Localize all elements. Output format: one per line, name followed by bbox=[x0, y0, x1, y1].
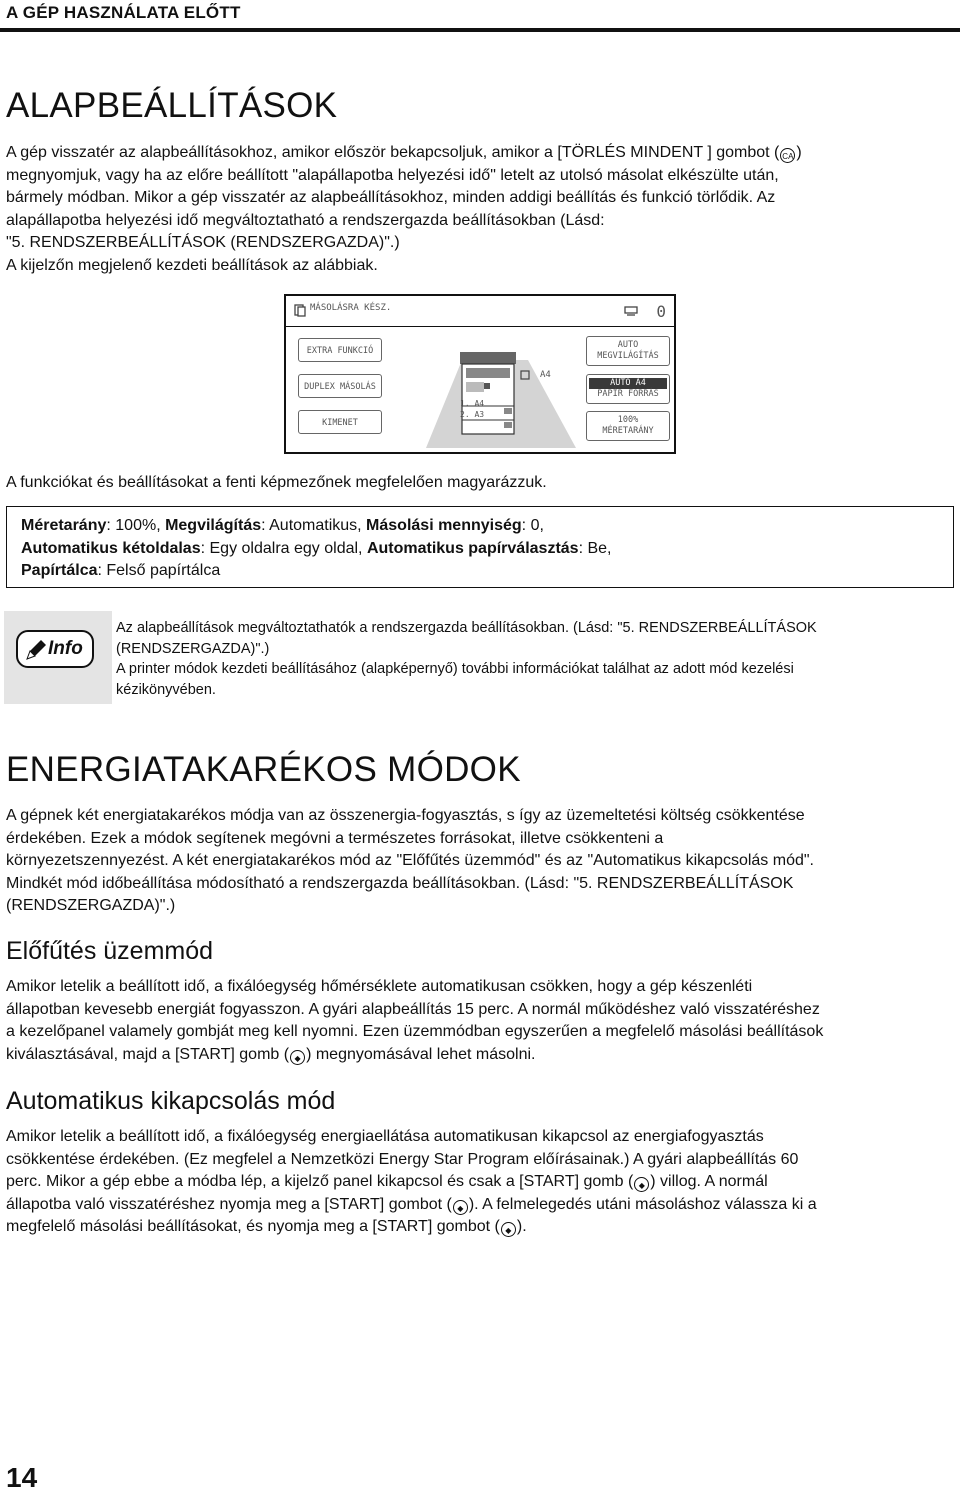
duplex-copy-button[interactable]: DUPLEX MÁSOLÁS bbox=[298, 374, 382, 398]
heading-energy-saving: ENERGIATAKARÉKOS MÓDOK bbox=[6, 750, 521, 789]
output-button[interactable]: KIMENET bbox=[298, 410, 382, 434]
exposure-label: MEGVILÁGÍTÁS bbox=[597, 351, 659, 361]
intro-paragraph: A gép visszatér az alapbeállításokhoz, amikor először bekapcsoljuk, amikor a [TÖRLÉS MINDENT ] gombot ( CA ) megnyomjuk, vagy ha az előre beállított "alapállapotba helyezési idő" letelt az utolsó másolat elkészülte után, bármely módban. Mikor a gép visszatér az alapbeállításokhoz, minden addigi beállítás és funkció törlődik. Az alapállapotba helyezési idő megváltoztatható a rendszergazda beállításokban (Lásd: "5. RENDSZERBEÁLLÍTÁSOK (RENDSZERGAZDA)".) A kijelzőn megjelenő kezdeti beállítások az alábbiak. bbox=[6, 144, 802, 274]
quantity-term: Másolási mennyiség bbox=[366, 517, 522, 534]
page-number: 14 bbox=[6, 1462, 38, 1493]
heading-auto-power-off: Automatikus kikapcsolás mód bbox=[6, 1087, 336, 1115]
copy-icon bbox=[294, 304, 306, 317]
clear-all-key-icon: CA bbox=[780, 148, 795, 163]
tray-1-label: 1. A4 bbox=[460, 399, 485, 408]
lcd-caption: A funkciókat és beállításokat a fenti képmezőnek megfelelően magyarázzuk. bbox=[6, 474, 547, 491]
tray-term: Papírtálca bbox=[21, 562, 98, 579]
start-key-icon: ◆ bbox=[501, 1222, 516, 1237]
extra-function-button[interactable]: EXTRA FUNKCIÓ bbox=[298, 338, 382, 362]
paper-source-label: PAPÍR FORRÁS bbox=[597, 389, 659, 399]
info-badge bbox=[16, 630, 94, 668]
defaults-box bbox=[6, 506, 954, 588]
auto-paper-term: Automatikus papírválasztás bbox=[366, 539, 579, 557]
heading-preheat: Előfűtés üzemmód bbox=[6, 937, 214, 965]
section-title: A GÉP HASZNÁLATA ELŐTT bbox=[6, 3, 241, 22]
ratio-button[interactable] bbox=[586, 411, 670, 441]
tray-2-label: 2. A3 bbox=[460, 410, 485, 419]
ratio-term: Méretarány bbox=[21, 517, 107, 534]
lcd-display bbox=[284, 294, 676, 454]
start-key-icon: ◆ bbox=[453, 1200, 468, 1215]
copy-count: 0 bbox=[656, 302, 666, 321]
auto-off-paragraph: Amikor letelik a beállított idő, a fixálóegység energiaellátása automatikusan kikapcsol az energiafogyasztás csökkentése érdekében. (Ez megfelel a Nemzetközi Energy Star Program előírásainak.) A gyári alapbeállítás 60 perc. Mikor a gép ebbe a módba lép, a kijelző panel kikapcsol és csak a [START] gomb ( ◆ ) villog. A normál állapotba való visszatéréshez nyomja meg a [START] gombot ( ◆ ). A felmelegedés utáni másoláshoz válassza ki a megfelelő másolási beállításokat, és nyomja meg a [START] gombot ( ◆ ). bbox=[6, 1128, 817, 1235]
heading-defaults: ALAPBEÁLLÍTÁSOK bbox=[6, 86, 338, 125]
paper-source-button[interactable] bbox=[586, 374, 670, 404]
preheat-paragraph: Amikor letelik a beállított idő, a fixálóegység hőmérséklete automatikusan csökken, hogy a gép készenléti állapotban kevesebb energiát fogyasszon. A gyári alapbeállítás 15 perc. A normál működéshez való visszatéréshez a kezelőpanel valamely gombját meg kell nyomni. Ezen üzemmódban egyszerűen a megfelelő másolási beállítások kiválasztásával, majd a [START] gomb ( ◆ ) megnyomásával lehet másolni. bbox=[6, 978, 824, 1063]
original-icon bbox=[520, 370, 530, 380]
lcd-status-bar bbox=[286, 296, 674, 327]
info-text: Az alapbeállítások megváltoztathatók a rendszergazda beállításokban. (Lásd: "5. RENDSZERBEÁLLÍTÁSOK (RENDSZERGAZDA)".) A printer módok kezdeti beállításához (alapképernyő) további információkat találhat az adott mód kezelési kézikönyvében. bbox=[116, 620, 817, 698]
page-header bbox=[0, 0, 960, 26]
original-size: A4 bbox=[540, 370, 551, 380]
start-key-icon: ◆ bbox=[290, 1050, 305, 1065]
header-rule bbox=[0, 28, 960, 32]
exposure-term: Megvilágítás bbox=[165, 517, 262, 534]
info-badge-text: Info bbox=[48, 638, 83, 659]
exposure-value: AUTO bbox=[617, 340, 639, 350]
lcd-status-text: MÁSOLÁSRA KÉSZ. bbox=[310, 303, 392, 313]
energy-paragraph: A gépnek két energiatakarékos módja van az összenergia-fogyasztás, s így az üzemeltetési költség csökkentése érdekében. Ezek a módok segítenek megóvni a természetes forrásokat, illetve csökkenteni a környezetszennyezést. A két energiatakarékos mód az "Előfűtés üzemmód" és az "Automatikus kikapcsolás mód". Mindkét mód időbeállítása módosítható a rendszergazda beállításokban. (Lásd: "5. RENDSZERBEÁLLÍTÁSOK (RENDSZERGAZDA)".) bbox=[6, 807, 814, 914]
paper-source-value: AUTO A4 bbox=[589, 378, 667, 389]
duplex-term: Automatikus kétoldalas bbox=[21, 539, 201, 557]
start-key-icon: ◆ bbox=[634, 1177, 649, 1192]
pencil-icon bbox=[24, 638, 48, 662]
ratio-label: MÉRETARÁNY bbox=[602, 426, 654, 436]
ratio-value: 100% bbox=[617, 415, 639, 425]
job-queue-icon bbox=[624, 306, 638, 316]
defaults-text: Méretarány: 100%, Megvilágítás: Automatikus, Másolási mennyiség: 0, Automatikus kétoldalas: Egy oldalra egy oldal, Automatikus papírválasztás: Be, Papírtálca: Felső papírtálca bbox=[21, 517, 612, 579]
copier-illustration-icon bbox=[426, 334, 576, 448]
exposure-button[interactable] bbox=[586, 336, 670, 366]
